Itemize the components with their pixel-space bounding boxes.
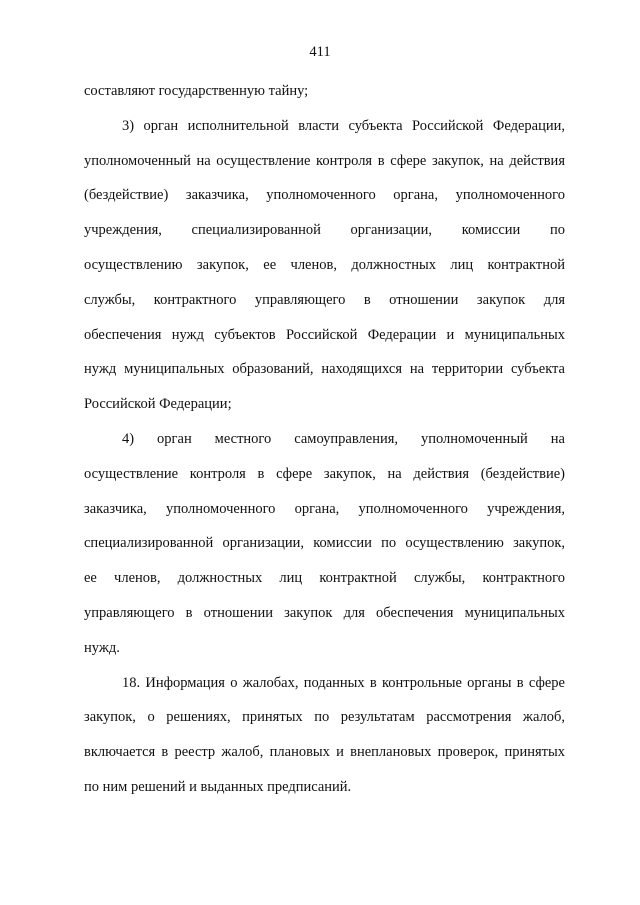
text-line: 4) орган местного самоуправления, уполномоченный на [122,430,565,447]
text-line: включается в реестр жалоб, плановых и внеплановых проверок, принятых [84,744,565,761]
page-number: 411 [309,44,331,60]
text-line: 18. Информация о жалобах, поданных в контрольные органы в сфере [122,674,565,691]
text-line: (бездействие) заказчика, уполномоченного органа, уполномоченного [84,187,565,204]
text-line: специализированной организации, комиссии по осуществлению закупок, [84,535,565,552]
text-line: управляющего в отношении закупок для обеспечения муниципальных [84,604,565,621]
text-line: нужд муниципальных образований, находящихся на территории субъекта [84,361,565,378]
text-line: осуществление контроля в сфере закупок, на действия (бездействие) [84,465,565,482]
text-line: обеспечения нужд субъектов Российской Федерации и муниципальных [84,326,565,343]
text-line: учреждения, специализированной организации, комиссии по [84,222,565,239]
text-line: ее членов, должностных лиц контрактной службы, контрактного [84,570,565,587]
text-line: уполномоченный на осуществление контроля в сфере закупок, на действия [84,152,565,169]
text-line: по ним решений и выданных предписаний. [84,778,352,795]
text-line: составляют государственную тайну; [84,83,309,99]
text-line: службы, контрактного управляющего в отношении закупок для [84,291,565,308]
text-line: заказчика, уполномоченного органа, уполномоченного учреждения, [84,500,565,517]
text-line: закупок, о решениях, принятых по результатам рассмотрения жалоб, [84,709,565,726]
text-line: 3) орган исполнительной власти субъекта Российской Федерации, [122,117,565,134]
document-body [84,74,565,805]
text-line: Российской Федерации; [84,396,232,413]
text-line: нужд. [84,639,120,656]
text-line: осуществлению закупок, ее членов, должностных лиц контрактной [84,256,565,273]
